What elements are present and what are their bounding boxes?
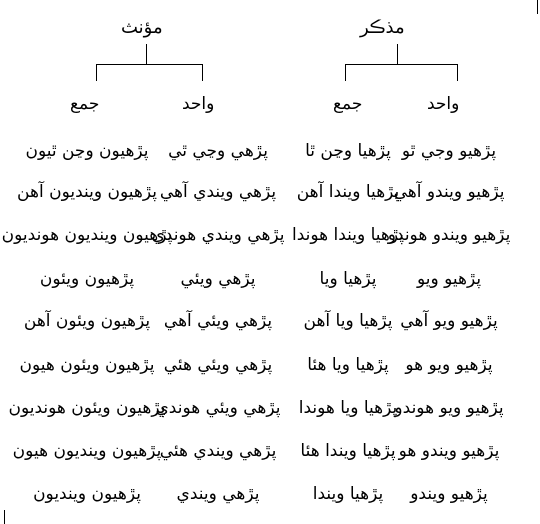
table-row <box>0 140 540 166</box>
masculine-plural-cell: پڙهيا ويندا هوندا <box>291 225 405 245</box>
masculine-singular-cell: پڙهيو ويندو <box>410 484 488 504</box>
masculine-bracket-left-leg <box>345 64 346 81</box>
masculine-singular-cell: پڙهيو ويو آهي <box>400 311 498 331</box>
table-row <box>0 354 540 380</box>
feminine-singular-cell: پڙهي ويئي هئي <box>163 355 273 375</box>
feminine-singular-cell: پڙهي ويندي <box>176 484 260 504</box>
feminine-header: مؤنث <box>121 17 163 38</box>
feminine-singular-cell: پڙهي ويئي <box>180 269 256 289</box>
masculine-bracket-right-leg <box>457 64 458 81</box>
feminine-singular-cell: پڙهي ويندي آهي <box>159 182 277 202</box>
masculine-bracket-stem <box>397 44 398 64</box>
masculine-header: مذڪر <box>360 17 405 38</box>
feminine-bracket-bar <box>96 64 203 65</box>
feminine-singular-header: واحد <box>182 94 215 114</box>
feminine-plural-cell: پڙهيون وڃن ٿيون <box>25 141 149 161</box>
masculine-plural-cell: پڙهيا ويا آهن <box>303 311 393 331</box>
table-row <box>0 268 540 294</box>
bottom-left-edge-mark <box>4 510 5 524</box>
masculine-bracket-bar <box>345 64 458 65</box>
table-row <box>0 181 540 207</box>
feminine-singular-cell: پڙهي ويندي هوندي <box>151 225 285 245</box>
masculine-singular-cell: پڙهيو ويندو آهي <box>393 182 505 202</box>
feminine-plural-cell: پڙهيون وينديون <box>33 484 141 504</box>
masculine-singular-cell: پڙهيو وجي ٿو <box>401 141 497 161</box>
feminine-plural-cell: پڙهيون وينديون آهن <box>17 182 157 202</box>
feminine-singular-cell: پڙهي ويندي هئي <box>159 441 277 461</box>
masculine-plural-cell: پڙهيا ويا <box>319 269 377 289</box>
table-row <box>0 224 540 250</box>
feminine-plural-header: جمع <box>70 94 100 114</box>
masculine-plural-cell: پڙهيا ويندا آهن <box>296 182 400 202</box>
feminine-plural-cell: پڙهيون ويئون هيون <box>19 355 155 375</box>
table-row <box>0 483 540 509</box>
masculine-plural-cell: پڙهيا ويندا هئا <box>300 441 396 461</box>
feminine-singular-cell: پڙهي وڃي ٿي <box>168 141 268 161</box>
table-row <box>0 397 540 423</box>
masculine-plural-cell: پڙهيا ويا هوندا <box>298 398 398 418</box>
masculine-singular-cell: پڙهيو ويندو هو <box>398 441 500 461</box>
masculine-plural-cell: پڙهيا ويا هئا <box>307 355 389 375</box>
feminine-singular-cell: پڙهي ويئي آهي <box>163 311 273 331</box>
feminine-bracket-right-leg <box>202 64 203 81</box>
feminine-singular-cell: پڙهي ويئي هوندي <box>155 398 281 418</box>
masculine-plural-cell: پڙهيا ويندا <box>312 484 384 504</box>
masculine-singular-cell: پڙهيو ويو هوندو <box>394 398 504 418</box>
feminine-plural-cell: پڙهيون ويئون هونديون <box>8 398 166 418</box>
table-row <box>0 310 540 336</box>
top-right-edge-mark <box>537 0 538 14</box>
feminine-plural-cell: پڙهيون وينديون هونديون <box>1 225 173 245</box>
masculine-singular-cell: پڙهيو ويندو هوندو <box>387 225 511 245</box>
masculine-plural-header: جمع <box>333 94 363 114</box>
table-row <box>0 440 540 466</box>
feminine-bracket-left-leg <box>96 64 97 81</box>
feminine-bracket-stem <box>146 44 147 64</box>
feminine-plural-cell: پڙهيون ويئون <box>39 269 135 289</box>
masculine-singular-cell: پڙهيو ويو هو <box>405 355 493 375</box>
masculine-plural-cell: پڙهيا وڃن ٿا <box>305 141 391 161</box>
feminine-plural-cell: پڙهيون وينديون هيون <box>12 441 162 461</box>
masculine-singular-cell: پڙهيو ويو <box>416 269 482 289</box>
masculine-singular-header: واحد <box>427 94 460 114</box>
feminine-plural-cell: پڙهيون ويئون آهن <box>23 311 151 331</box>
